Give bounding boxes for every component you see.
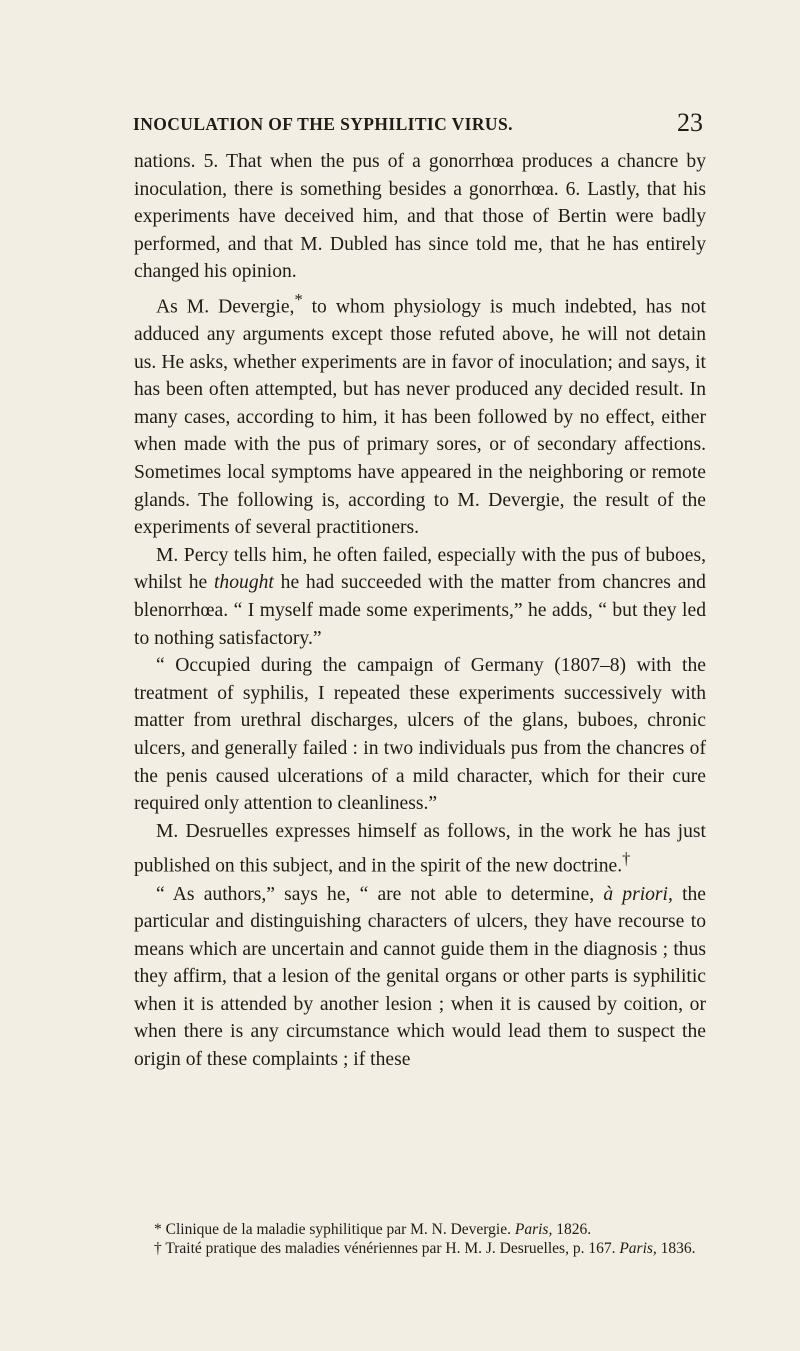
paragraph-1-text: nations. 5. That when the pus of a gonorrhœa produces a chancre by inoculation, there is something besides a gonorrhœa. 6. Lastly, that his experiments have deceived him, and that those of Bertin were badly performed, and that M. Dubled has since told me, that he has entirely changed his opinion. — [134, 151, 706, 283]
paragraph-2 — [134, 286, 706, 542]
paragraph-3-text-b: he had succeeded with the matter from chancres and blenorrhœa. “ I myself made some experiments,” he adds, “ but they led to nothing satisfactory.” — [134, 572, 706, 649]
footnote-2-place: Paris, — [619, 1240, 657, 1257]
footnote-2 — [134, 1239, 706, 1258]
footnote-marker-dagger: † — [622, 849, 631, 869]
page-header — [133, 108, 703, 140]
footnote-1-text-a: * Clinique de la maladie syphilitique par M. N. Devergie. — [154, 1221, 515, 1238]
page-number: 23 — [677, 108, 703, 137]
running-title: INOCULATION OF THE SYPHILITIC VIRUS. — [133, 114, 513, 134]
paragraph-3-emphasis: thought — [213, 572, 274, 594]
paragraph-4-text: “ Occupied during the campaign of Germany (1807–8) with the treatment of syphilis, I repeated these experiments successively with matter from urethral discharges, ulcers of the glans, buboes, chronic ulcers, and generally failed : in two individuals pus from the chancres of the penis caused ulcerations of a mild character, which for their cure required only attention to cleanliness.” — [134, 655, 706, 815]
body-text — [134, 148, 706, 1074]
paragraph-4 — [134, 652, 706, 818]
paragraph-3 — [134, 542, 706, 652]
paragraph-6 — [134, 881, 706, 1074]
paragraph-5 — [134, 818, 706, 881]
paragraph-2-text-b: to whom physiology is much indebted, has not adduced any arguments except those refuted above, he will not detain us. He asks, whether experiments are in favor of inoculation; and says, it has been often attempted, but has never produced any decided result. In many cases, according to him, it has been followed by no effect, either when made with the pus of primary sores, or of secondary affections. Sometimes local symptoms have appeared in the neighboring or remote glands. The following is, according to M. Devergie, the result of the experiments of several practitioners. — [134, 296, 706, 539]
footnote-1-place: Paris, — [514, 1221, 553, 1238]
footnote-1 — [134, 1220, 706, 1239]
paragraph-3-text-a: M. Percy tells him, he often failed, especially with the pus of buboes, whilst he — [134, 544, 706, 594]
paragraph-6-emphasis: à priori, — [603, 883, 673, 905]
footnote-1-text-b: 1826. — [552, 1221, 592, 1238]
paragraph-6-text-a: “ As authors,” says he, “ are not able to determine, — [156, 883, 604, 905]
paragraph-2-text-a: As M. Devergie, — [156, 296, 295, 318]
footnote-2-text-a: † Traité pratique des maladies vénériennes par H. M. J. Desruelles, p. 167. — [154, 1240, 620, 1257]
paragraph-5-text: M. Desruelles expresses himself as follows, in the work he has just published on this subject, and in the spirit of the new doctrine. — [134, 820, 706, 877]
paragraph-6-text-b: the particular and distinguishing characters of ulcers, they have recourse to means which are uncertain and cannot guide them in the diagnosis ; thus they affirm, that a lesion of the genital organs or other parts is syphilitic when it is attended by another lesion ; when it is caused by coition, or when there is any circumstance which would lead them to suspect the origin of these complaints ; if these — [134, 883, 707, 1071]
footnote-2-text-b: 1836. — [656, 1240, 696, 1257]
footnote-marker-asterisk: * — [294, 289, 303, 309]
paragraph-1 — [134, 148, 706, 286]
footnotes — [134, 1220, 706, 1258]
